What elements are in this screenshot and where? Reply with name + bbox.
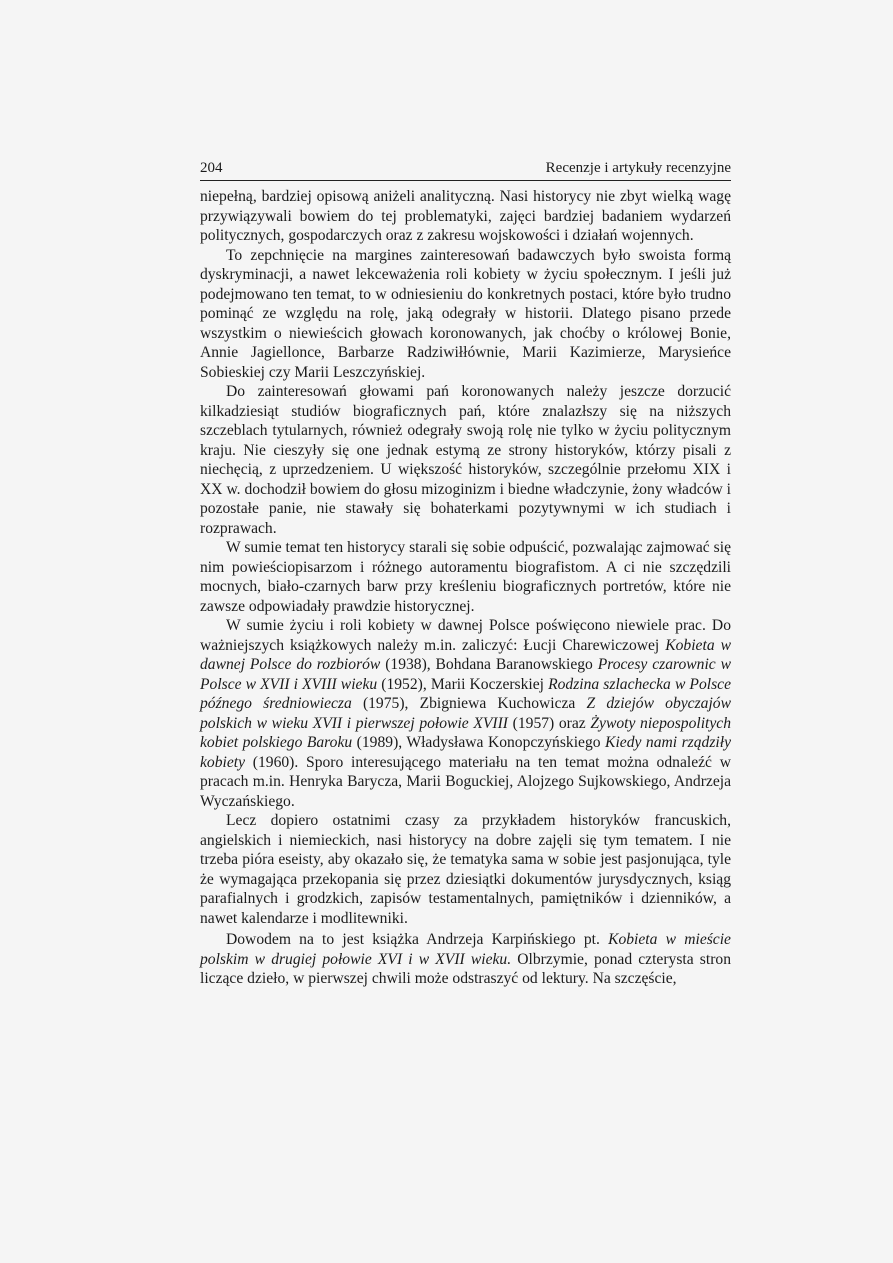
paragraph-1: niepełną, bardziej opisową aniżeli analityczną. Nasi historycy nie zbyt wielką wagę przywiązywali bowiem do tej problematyki, zajęci bardziej badaniem wydarzeń politycznych, gospodarczych oraz z zakresu wojskowości i działań wojennych. [200, 188, 731, 244]
paragraph-7 [200, 930, 731, 989]
p7-text-2: Olbrzymie, ponad czterysta stron liczące dzieło, w pierwszej chwili może odstraszyć od lektury. Na szczęście, [200, 950, 731, 987]
paragraph-6: Lecz dopiero ostatnimi czasy za przykładem historyków francuskich, angielskich i niemieckich, nasi historycy na dobre zajęli się tym tematem. I nie trzeba pióra eseisty, aby okazało się, że tematyka sama w sobie jest pasjonująca, tyle że wymagająca przekopania się przez dziesiątki dokumentów jurysdycznych, ksiąg parafialnych i grodzkich, zapisów testamentalnych, pamiętników i dzienników, a nawet kalendarze i modlitewniki. [200, 812, 731, 927]
p5-text-2: (1938), Bohdana Baranowskiego [380, 656, 598, 673]
paragraph-4: W sumie temat ten historycy starali się sobie odpuścić, pozwalając zajmować się nim powieściopisarzom i różnego autoramentu biografistom. A ci nie szczędzili mocnych, biało-czarnych barw przy kreśleniu biograficznych portretów, które nie zawsze odpowiadały prawdzie historycznej. [200, 539, 731, 615]
p5-text-7: (1960). Sporo interesującego materiału na ten temat można odnaleźć w pracach m.in. Henryka Barycza, Marii Boguckiej, Alojzego Sujkowskiego, Andrzeja Wyczańskiego. [200, 753, 731, 810]
p5-text-1: W sumie życiu i roli kobiety w dawnej Polsce poświęcono niewiele prac. Do ważniejszych książkowych należy m.in. zaliczyć: Łucji Charewiczowej [200, 617, 731, 654]
running-title: Recenzje i artykuły recenzyjne [545, 160, 731, 176]
p5-text-4: (1975), Zbigniewa Kuchowicza [351, 695, 587, 712]
book-title-kuchowicz: Z dziejów obyczajów polskich w wieku XVII i pierwszej połowie XVIII [200, 695, 731, 732]
paragraph-5 [200, 616, 731, 811]
paragraph-3: Do zainteresowań głowami pań koronowanych należy jeszcze dorzucić kilkadziesiąt studiów biograficznych pań, które znalazłszy się na niższych szczeblach tytularnych, również odegrały swoją rolę nie tylko w życiu politycznym kraju. Nie cieszyły się one jednak estymą ze strony historyków, którzy pisali z niechęcią, z uprzedzeniem. U większość historyków, szczególnie przełomu XIX i XX w. dochodził bowiem do głosu mizoginizm i biedne władczynie, żony władców i pozostałe panie, nie stawały się bohaterkami pozytywnymi w ich studiach i rozprawach. [200, 383, 731, 537]
book-title-konopczynski: Kiedy nami rządziły kobiety [200, 734, 731, 771]
p7-text-1: Dowodem na to jest książka Andrzeja Karpińskiego pt. [226, 931, 609, 948]
page-header [200, 159, 731, 181]
p5-text-3: (1952), Marii Koczerskiej [377, 675, 549, 693]
page-number: 204 [200, 160, 223, 176]
book-title-baranowski: Procesy czarownic w Polsce w XVII i XVIII wieku [200, 656, 731, 693]
p5-text-6: (1989), Władysława Konopczyńskiego [352, 734, 606, 751]
p5-text-5: (1957) oraz [508, 714, 591, 732]
book-title-koczerska: Rodzina szlachecka w Polsce późnego średniowiecza [200, 675, 731, 712]
book-title-zywoty: Żywoty niepospolitych kobiet polskiego Baroku [200, 714, 731, 751]
body-text [200, 187, 731, 989]
book-title-karpinski: Kobieta w mieście polskim w drugiej połowie XVI i w XVII wieku. [200, 931, 731, 968]
paragraph-2: To zepchnięcie na margines zainteresowań badawczych było swoista formą dyskryminacji, a nawet lekceważenia roli kobiety w życiu społecznym. I jeśli już podejmowano ten temat, to w odniesieniu do konkretnych postaci, które było trudno pominąć ze względu na rolę, jaką odegrały w historii. Dlatego pisano przede wszystkim o niewieścich głowach koronowanych, jak choćby o królowej Bonie, Annie Jagiellonce, Barbarze Radziwiłłównie, Marii Kazimierze, Marysieńce Sobieskiej czy Marii Leszczyńskiej. [200, 246, 731, 381]
book-title-charewiczowa: Kobieta w dawnej Polsce do rozbiorów [200, 636, 731, 673]
